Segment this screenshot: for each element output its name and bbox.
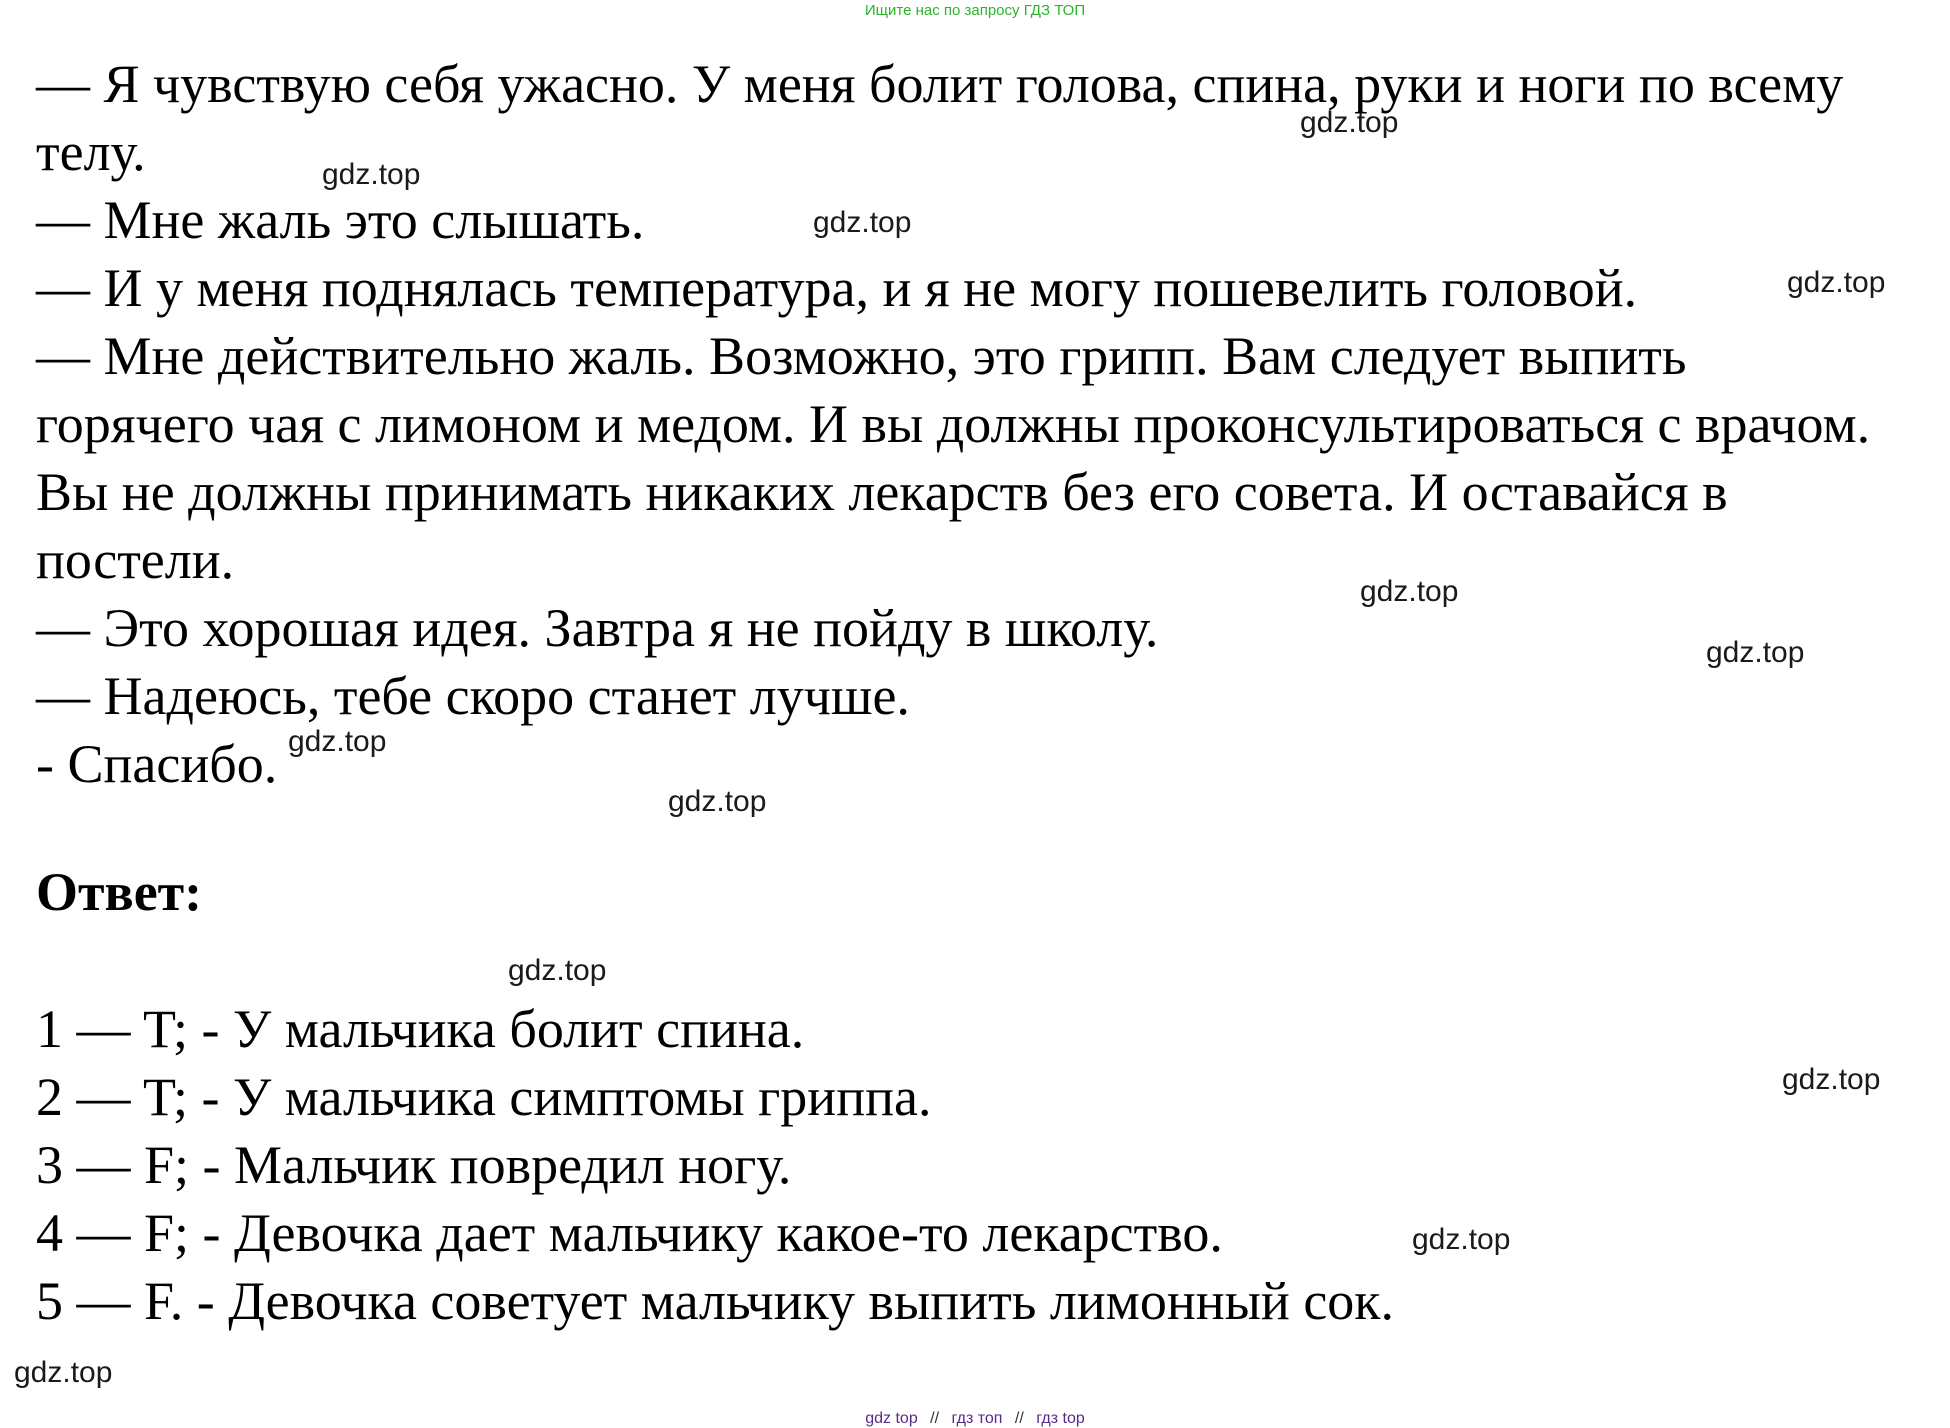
dialogue-block — [36, 50, 1896, 798]
answer-item: 3 — F; - Мальчик повредил ногу. — [36, 1135, 792, 1195]
top-banner[interactable]: Ищите нас по запросу ГДЗ ТОП — [864, 2, 1086, 19]
footer-link[interactable]: гдз топ — [951, 1410, 1003, 1427]
watermark: gdz.top — [813, 206, 912, 239]
footer-link[interactable]: гдз top — [1036, 1410, 1085, 1427]
answer-item: 2 — T; - У мальчика симптомы гриппа. — [36, 1067, 932, 1127]
footer-links — [0, 1410, 1950, 1428]
watermark: gdz.top — [668, 785, 767, 818]
dialogue-line: — Надеюсь, тебе скоро станет лучше. — [36, 666, 910, 726]
watermark: gdz.top — [1787, 266, 1886, 299]
dialogue-line: — И у меня поднялась температура, и я не могу пошевелить головой. — [36, 258, 1638, 318]
watermark: gdz.top — [1300, 106, 1399, 139]
footer-separator: // — [930, 1410, 940, 1427]
dialogue-line: — Я чувствую себя ужасно. У меня болит голова, спина, руки и ноги по всему телу. — [36, 54, 1857, 182]
watermark: gdz.top — [322, 158, 421, 191]
watermark: gdz.top — [288, 725, 387, 758]
watermark: gdz.top — [1360, 575, 1459, 608]
watermark: gdz.top — [1706, 636, 1805, 669]
answers-list — [36, 995, 1394, 1335]
watermark: gdz.top — [1782, 1063, 1881, 1096]
answer-item: 1 — T; - У мальчика болит спина. — [36, 999, 805, 1059]
answer-item: 5 — F. - Девочка советует мальчику выпить лимонный сок. — [36, 1271, 1395, 1331]
watermark: gdz.top — [14, 1356, 113, 1389]
dialogue-line: - Спасибо. — [36, 734, 278, 794]
footer-link[interactable]: gdz top — [865, 1410, 918, 1427]
footer-separator: // — [1014, 1410, 1024, 1427]
dialogue-line: — Мне жаль это слышать. — [36, 190, 645, 250]
watermark: gdz.top — [508, 954, 607, 987]
watermark: gdz.top — [1412, 1223, 1511, 1256]
answer-item: 4 — F; - Девочка дает мальчику какое-то лекарство. — [36, 1203, 1223, 1263]
dialogue-line: — Мне действительно жаль. Возможно, это грипп. Вам следует выпить горячего чая с лимоном и медом. И вы должны проконсультироваться с врачом. Вы не должны принимать никаких лекарств без его совета. И оставайся в постели. — [36, 326, 1884, 590]
answer-heading: Ответ: — [36, 862, 203, 922]
dialogue-line: — Это хорошая идея. Завтра я не пойду в школу. — [36, 598, 1159, 658]
